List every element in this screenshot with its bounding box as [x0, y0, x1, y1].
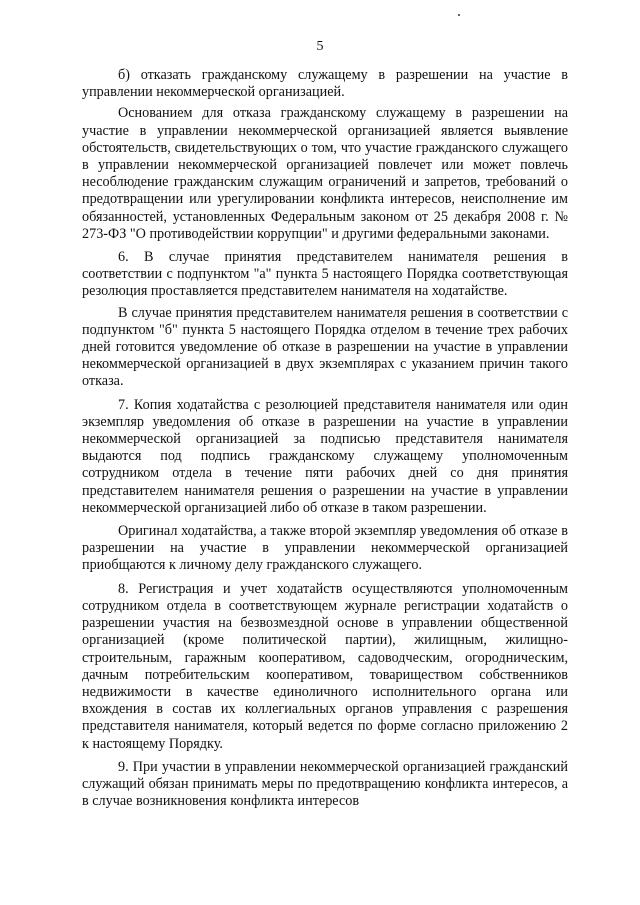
- paragraph-9: 9. При участии в управлении некоммерческой организацией гражданский служащий обязан принимать меры по предотвращению конфликта интересов, а в случае возникновения конфликта интересов: [82, 758, 568, 810]
- scan-speck: [458, 14, 460, 16]
- paragraph-7: 7. Копия ходатайства с резолюцией представителя нанимателя или один экземпляр уведомления об отказе в разрешении на участие в управлении некоммерческой организацией за подписью представителя нанимателя выдаются под подпись гражданскому служащему уполномоченным сотрудником отдела в течение пяти рабочих дней со дня принятия представителем нанимателя решения о разрешении на участие в управлении некоммерческой организацией либо об отказе в таком разрешении.: [82, 396, 568, 516]
- paragraph-refusal-grounds: Основанием для отказа гражданскому служащему в разрешении на участие в управлении некоммерческой организацией является выявление обстоятельств, свидетельствующих о том, что участие гражданского служащего в управлении некоммерческой организацией повлечет или может повлечь несоблюдение гражданским служащим ограничений и запретов, требований о предотвращении или урегулировании конфликта интересов, неисполнение им обязанностей, установленных Федеральным законом от 25 декабря 2008 г. № 273-ФЗ "О противодействии коррупции" и другими федеральными законами.: [82, 105, 568, 242]
- paragraph-6-refusal-notice: В случае принятия представителем нанимателя решения в соответствии с подпунктом "б" пункта 5 настоящего Порядка отделом в течение трех рабочих дней готовится уведомление об отказе в разрешении на участие в управлении некоммерческой организацией в двух экземплярах с указанием причин такого отказа.: [82, 304, 568, 390]
- page-number: 5: [316, 39, 324, 54]
- document-body: [82, 67, 568, 816]
- paragraph-8: 8. Регистрация и учет ходатайств осуществляются уполномоченным сотрудником отдела в соответствующем журнале регистрации ходатайств о разрешении участия на безвозмездной основе в управлении общественной организацией (кроме политической партии), жилищным, жилищно-строительным, гаражным кооперативом, садоводческим, огородническим, дачным потребительским кооперативом, товариществом собственников недвижимости в качестве единоличного исполнительного органа или вхождения в состав их коллегиальных органов управления с разрешения представителя нанимателя, который ведется по форме согласно приложению 2 к настоящему Порядку.: [82, 580, 568, 752]
- paragraph-refusal-option: б) отказать гражданскому служащему в разрешении на участие в управлении некоммерческой организацией.: [82, 67, 568, 101]
- paragraph-6: 6. В случае принятия представителем нанимателя решения в соответствии с подпунктом "а" пункта 5 настоящего Порядка соответствующая резолюция проставляется представителем нанимателя на ходатайстве.: [82, 249, 568, 300]
- paragraph-7-original: Оригинал ходатайства, а также второй экземпляр уведомления об отказе в разрешении на участие в управлении некоммерческой организацией приобщаются к личному делу гражданского служащего.: [82, 523, 568, 574]
